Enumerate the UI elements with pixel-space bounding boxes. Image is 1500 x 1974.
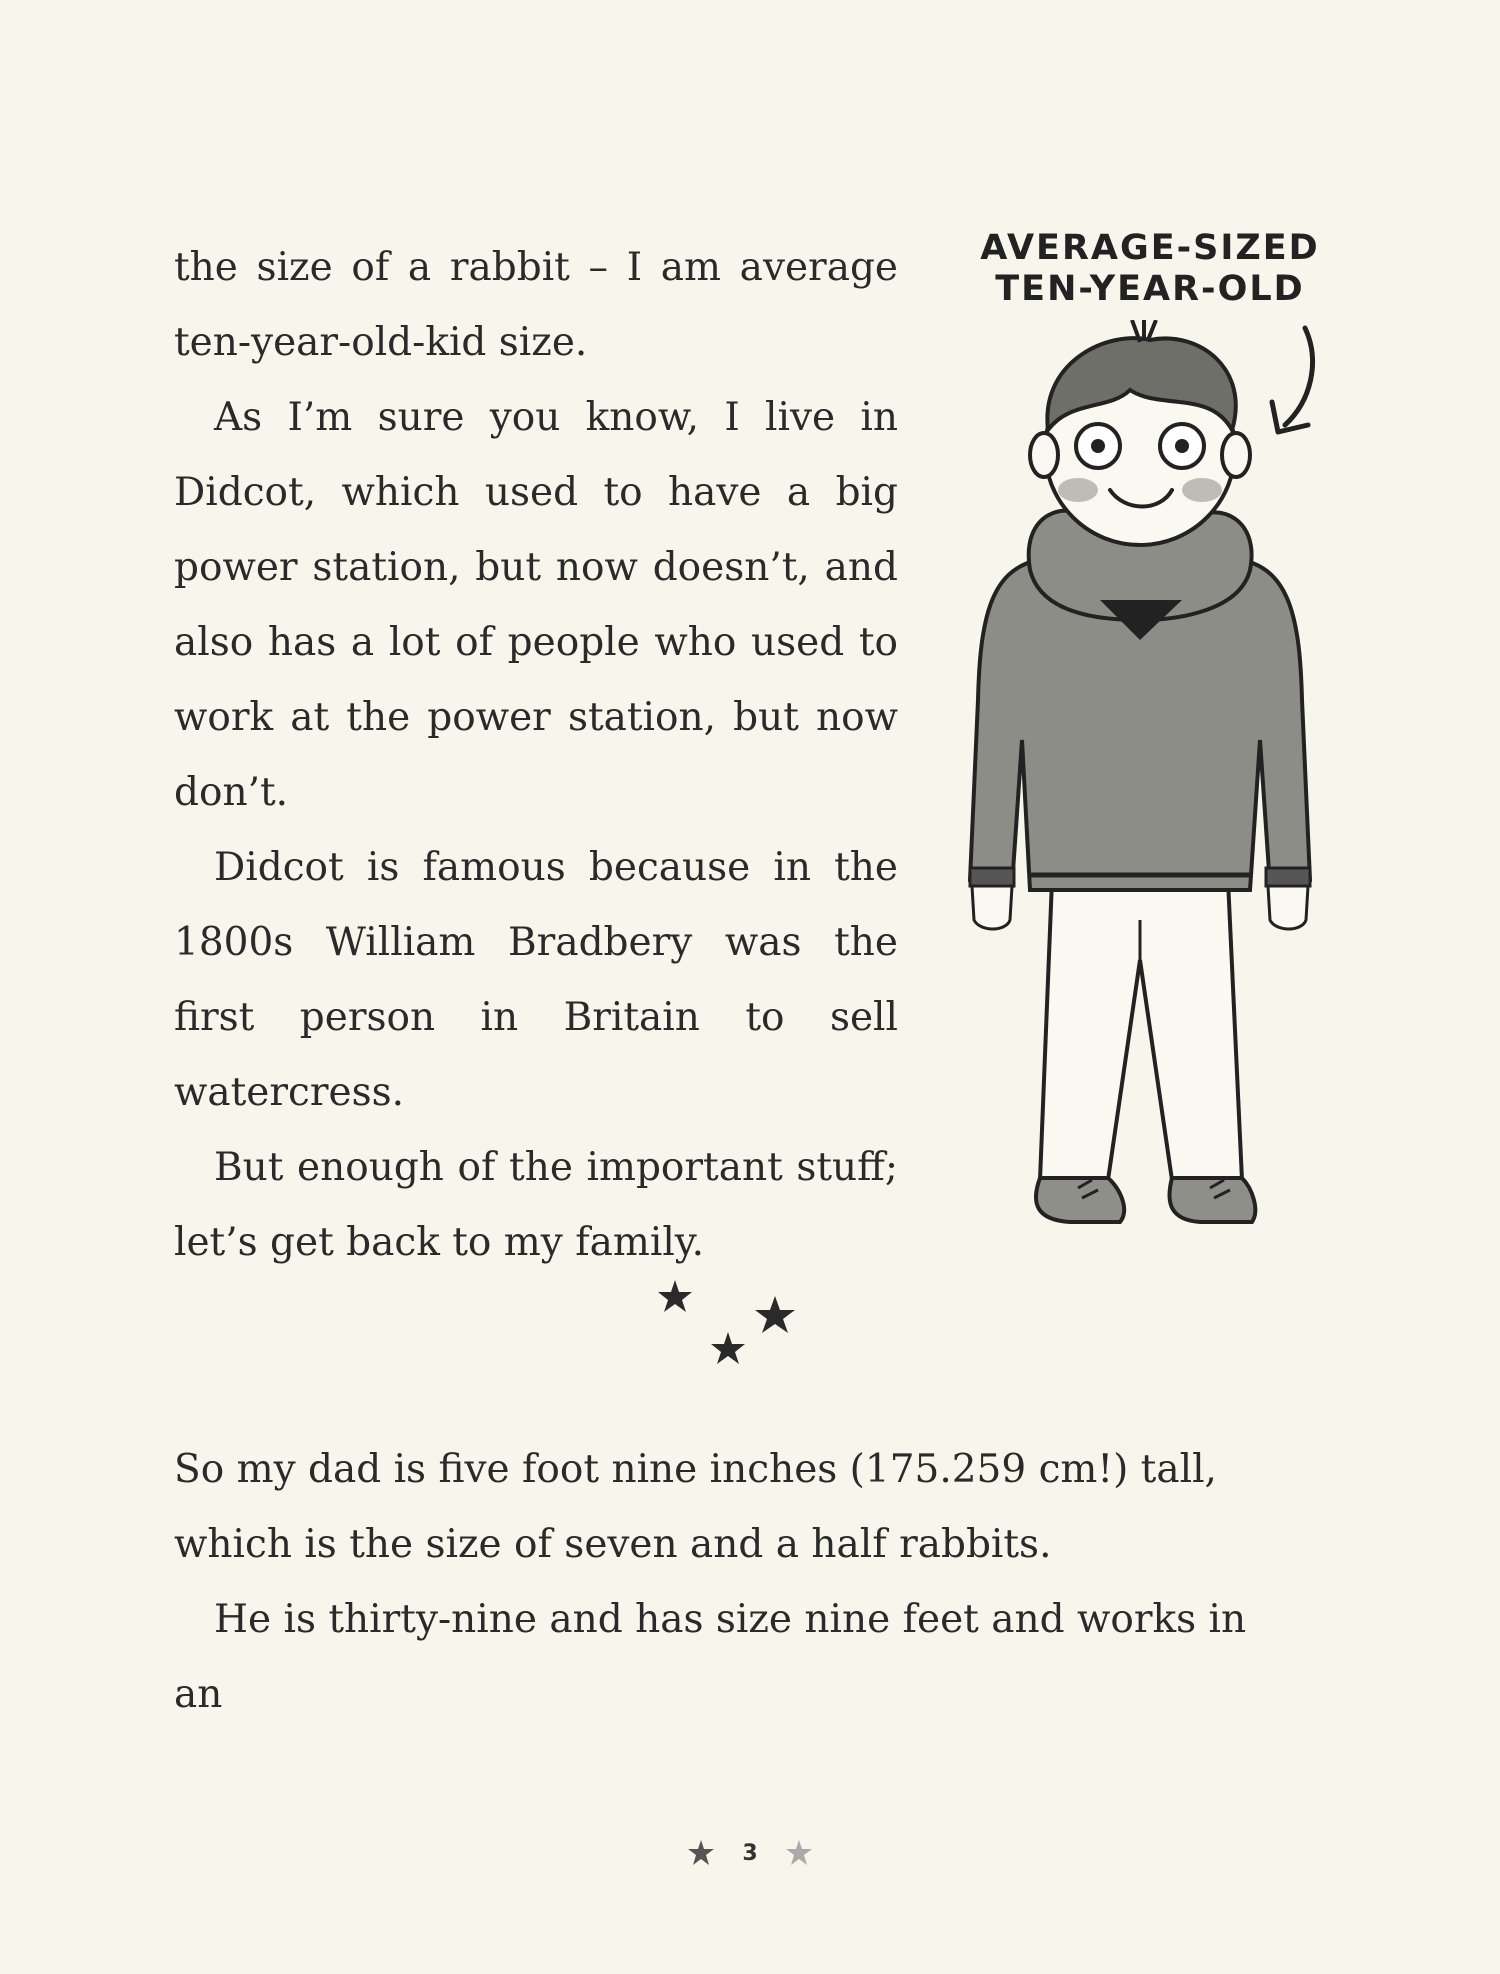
- star-icon: [755, 1296, 795, 1333]
- text-column: [174, 230, 898, 1280]
- star-icon: [658, 1280, 692, 1312]
- left-shoe: [1036, 1178, 1124, 1222]
- star-icon: [686, 1838, 716, 1868]
- paragraph: As I’m sure you know, I live in Didcot, which used to have a big power station, but now doesn’t, and also has a lot of people who used to work at the power station, but now don’t.: [174, 395, 898, 815]
- star-icon: [784, 1838, 814, 1868]
- caption-line: AVERAGE-SIZED: [980, 228, 1320, 268]
- paragraph: But enough of the important stuff; let’s get back to my family.: [174, 1145, 898, 1265]
- illustration-caption: [970, 228, 1330, 310]
- page-footer: [650, 1825, 850, 1881]
- text-full-width: [174, 1432, 1292, 1732]
- boy-illustration: [960, 320, 1320, 1250]
- arrow-icon: [1285, 328, 1312, 425]
- caption-line: TEN-YEAR-OLD: [995, 269, 1305, 309]
- right-shoe: [1169, 1178, 1255, 1222]
- right-hand: [1268, 886, 1308, 929]
- left-hand: [972, 886, 1012, 929]
- paragraph: So my dad is five foot nine inches (175.259 cm!) tall, which is the size of seven and a half rabbits.: [174, 1447, 1217, 1567]
- paragraph: the size of a rabbit – I am average ten-year-old-kid size.: [174, 245, 898, 365]
- paragraph: He is thirty-nine and has size nine feet and works in an: [174, 1597, 1247, 1717]
- paragraph: Didcot is famous because in the 1800s William Bradbery was the first person in Britain to sell watercress.: [174, 845, 898, 1115]
- section-divider-stars: [640, 1270, 840, 1380]
- star-icon: [711, 1332, 745, 1364]
- page-number: 3: [742, 1840, 758, 1866]
